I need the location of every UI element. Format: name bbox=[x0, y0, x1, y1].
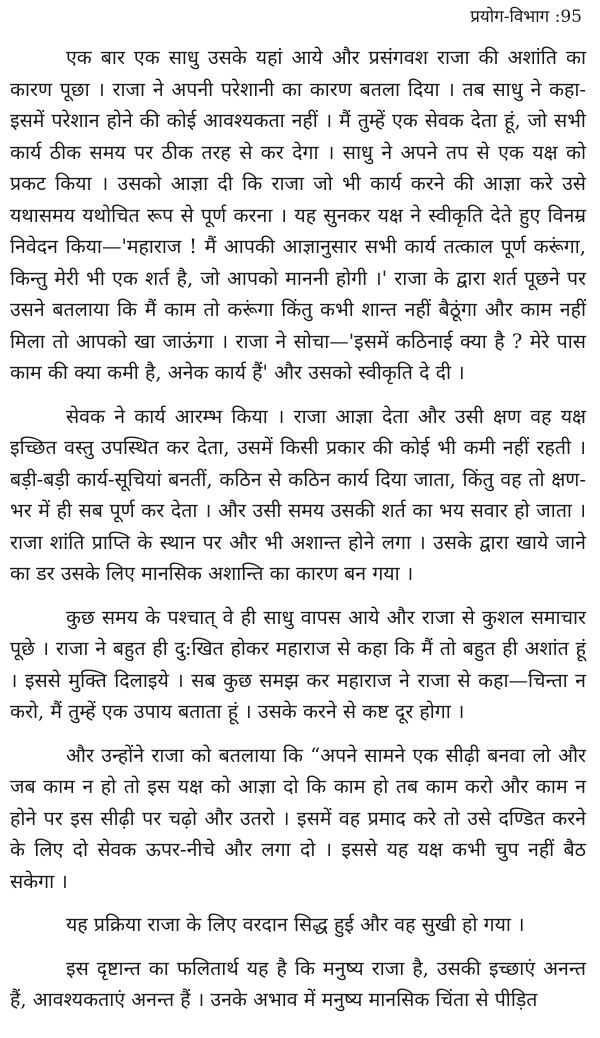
paragraph-boon: यह प्रक्रिया राजा के लिए वरदान सिद्ध हुई और वह सुखी हो गया । bbox=[66, 913, 525, 936]
running-head: प्रयोग-विभाग :95 bbox=[470, 7, 582, 27]
paragraph-moral: इस दृष्टान्त का फलितार्थ यह है कि मनुष्य राजा है, उसकी इच्छाएं अनन्त हैं, आवश्यकताएं अनन्त हैं । उनके अभाव में मनुष्य मानसिक चिंता से पीड़ित bbox=[10, 956, 586, 1011]
paragraph-sadhu-visit: एक बार एक साधु उसके यहां आये और प्रसंगवश राजा की अशांति का कारण पूछा । राजा ने अपनी परेशानी का कारण बतला दिया । तब साधु ने कहा-इसमें परेशान होने की कोई आवश्यकता नहीं । मैं तुम्हें एक सेवक देता हूं, जो सभी कार्य ठीक समय पर ठीक तरह से कर देगा । साधु ने अपने तप से एक यक्ष को प्रकट किया । उसको आज्ञा दी कि राजा जो भी कार्य करने की आज्ञा करे उसे यथासमय यथोचित रूप से पूर्ण करना । यह सुनकर यक्ष ने स्वीकृति देते हुए विनम्र निवेदन किया—'महाराज ! मैं आपकी आज्ञानुसार सभी कार्य तत्काल पूर्ण करूंगा, किन्तु मेरी भी एक शर्त है, जो आपको माननी होगी ।' राजा के द्वारा शर्त पूछने पर उसने बतलाया कि मैं काम तो करूंगा किंतु कभी शान्त नहीं बैठूंगा और काम नहीं मिला तो आपको खा जाऊंगा । राजा ने सोचा—'इसमें कठिनाई क्या है ? मेरे पास काम की क्या कमी है, अनेक कार्य हैं' और उसको स्वीकृति दे दी । bbox=[10, 46, 586, 384]
paragraph-ladder-remedy: और उन्होंने राजा को बतलाया कि “अपने सामने एक सीढ़ी बनवा लो और जब काम न हो तो इस यक्ष को आज्ञा दो कि काम हो तब काम करो और काम न होने पर इस सीढ़ी पर चढ़ो और उतरो । इसमें वह प्रमाद करे तो उसे दण्डित करने के लिए दो सेवक ऊपर-नीचे और लगा दो । इससे यह यक्ष कभी चुप नहीं बैठ सकेगा । bbox=[10, 743, 586, 893]
paragraph-sadhu-return: कुछ समय के पश्चात् वे ही साधु वापस आये और राजा से कुशल समाचार पूछे । राजा ने बहुत ही दु:खित होकर महाराज से कहा कि मैं तो बहुत ही अशांत हूं । इससे मुक्ति दिलाइये । सब कुछ समझ कर महाराज ने राजा से कहा—चिन्ता न करो, मैं तुम्हें एक उपाय बताता हूं । उसके करने से कष्ट दूर होगा । bbox=[10, 605, 586, 723]
paragraph-servant-work: सेवक ने कार्य आरम्भ किया । राजा आज्ञा देता और उसी क्षण वह यक्ष इच्छित वस्तु उपस्थित कर देता, उसमें किसी प्रकार की कोई भी कमी नहीं रहती । बड़ी-बड़ी कार्य-सूचियां बनतीं, कठिन से कठिन कार्य दिया जाता, किंतु वह तो क्षण-भर में ही सब पूर्ण कर देता । और उसी समय उसकी शर्त का भय सवार हो जाता । राजा शांति प्राप्ति के स्थान पर और भी अशान्त होने लगा । उसके द्वारा खाये जाने का डर उसके लिए मानसिक अशान्ति का कारण बन गया । bbox=[10, 404, 586, 585]
